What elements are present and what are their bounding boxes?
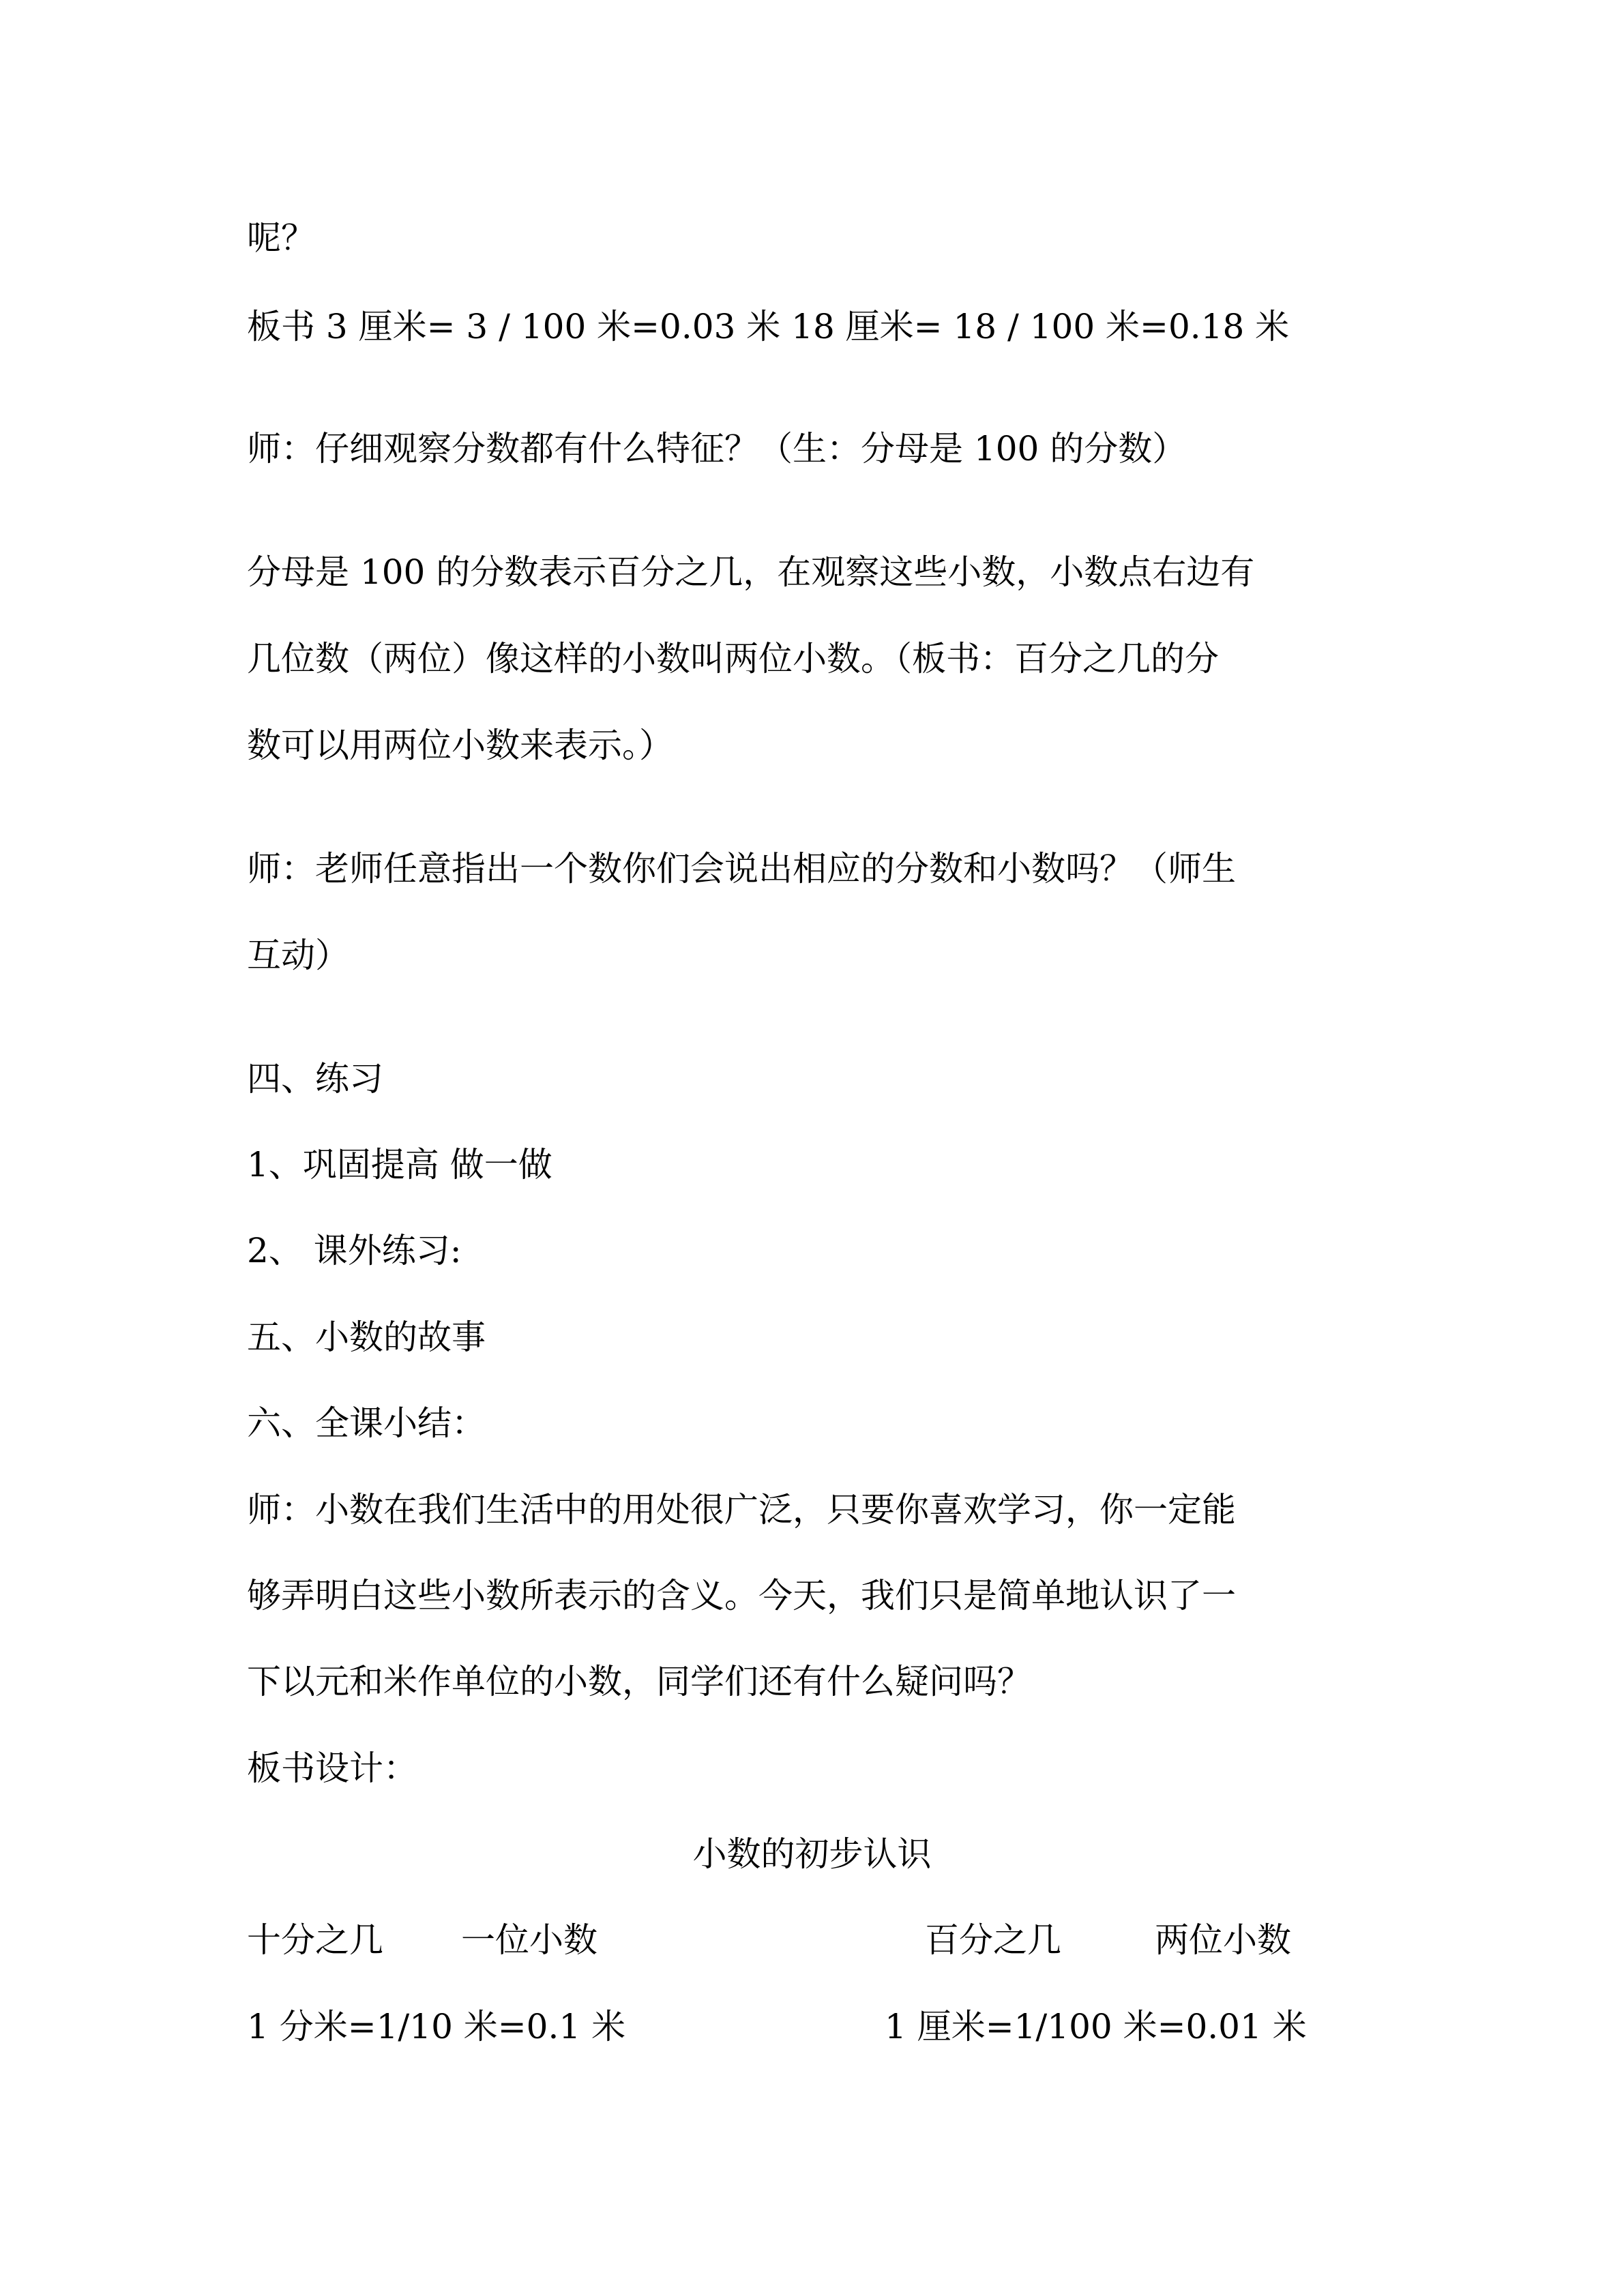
text-line-3: 师：仔细观察分数都有什么特征？（生：分母是 100 的分数） bbox=[247, 429, 1187, 468]
text-line-16: 下以元和米作单位的小数，同学们还有什么疑问吗？ bbox=[247, 1662, 1031, 1701]
text-line-2: 板书 3 厘米= 3 / 100 米=0.03 米 18 厘米= 18 / 100 米=0.18 米 bbox=[247, 307, 1290, 346]
board-left-head-a: 十分之几 bbox=[247, 1920, 383, 1960]
board-left-head-b: 一位小数 bbox=[461, 1920, 597, 1960]
section-heading-summary: 六、全课小结： bbox=[247, 1403, 486, 1443]
text-line-1: 呢？ bbox=[247, 218, 315, 258]
text-line-4: 分母是 100 的分数表示百分之几，在观察这些小数，小数点右边有 bbox=[247, 552, 1255, 592]
text-line-8: 互动） bbox=[247, 936, 349, 975]
section-heading-practice: 四、练习 bbox=[247, 1059, 383, 1099]
text-line-5: 几位数（两位）像这样的小数叫两位小数。（板书：百分之几的分 bbox=[247, 639, 1219, 679]
board-title: 小数的初步认识 bbox=[692, 1834, 932, 1874]
text-line-6: 数可以用两位小数来表示。） bbox=[247, 726, 673, 765]
board-right-head-b: 两位小数 bbox=[1155, 1920, 1291, 1960]
text-line-11: 2、 课外练习: bbox=[247, 1231, 462, 1270]
board-design-label: 板书设计： bbox=[247, 1748, 417, 1788]
board-left-example: 1 分米=1/10 米=0.1 米 bbox=[247, 2007, 626, 2046]
text-line-15: 够弄明白这些小数所表示的含义。今天，我们只是简单地认识了一 bbox=[247, 1576, 1236, 1615]
section-heading-story: 五、小数的故事 bbox=[247, 1317, 486, 1357]
text-line-7: 师：老师任意指出一个数你们会说出相应的分数和小数吗？（师生 bbox=[247, 849, 1236, 889]
board-right-head-a: 百分之几 bbox=[925, 1920, 1061, 1960]
board-right-example: 1 厘米=1/100 米=0.01 米 bbox=[885, 2007, 1307, 2046]
text-line-14: 师：小数在我们生活中的用处很广泛，只要你喜欢学习，你一定能 bbox=[247, 1490, 1236, 1530]
text-line-10: 1、巩固提高 做一做 bbox=[247, 1145, 552, 1184]
